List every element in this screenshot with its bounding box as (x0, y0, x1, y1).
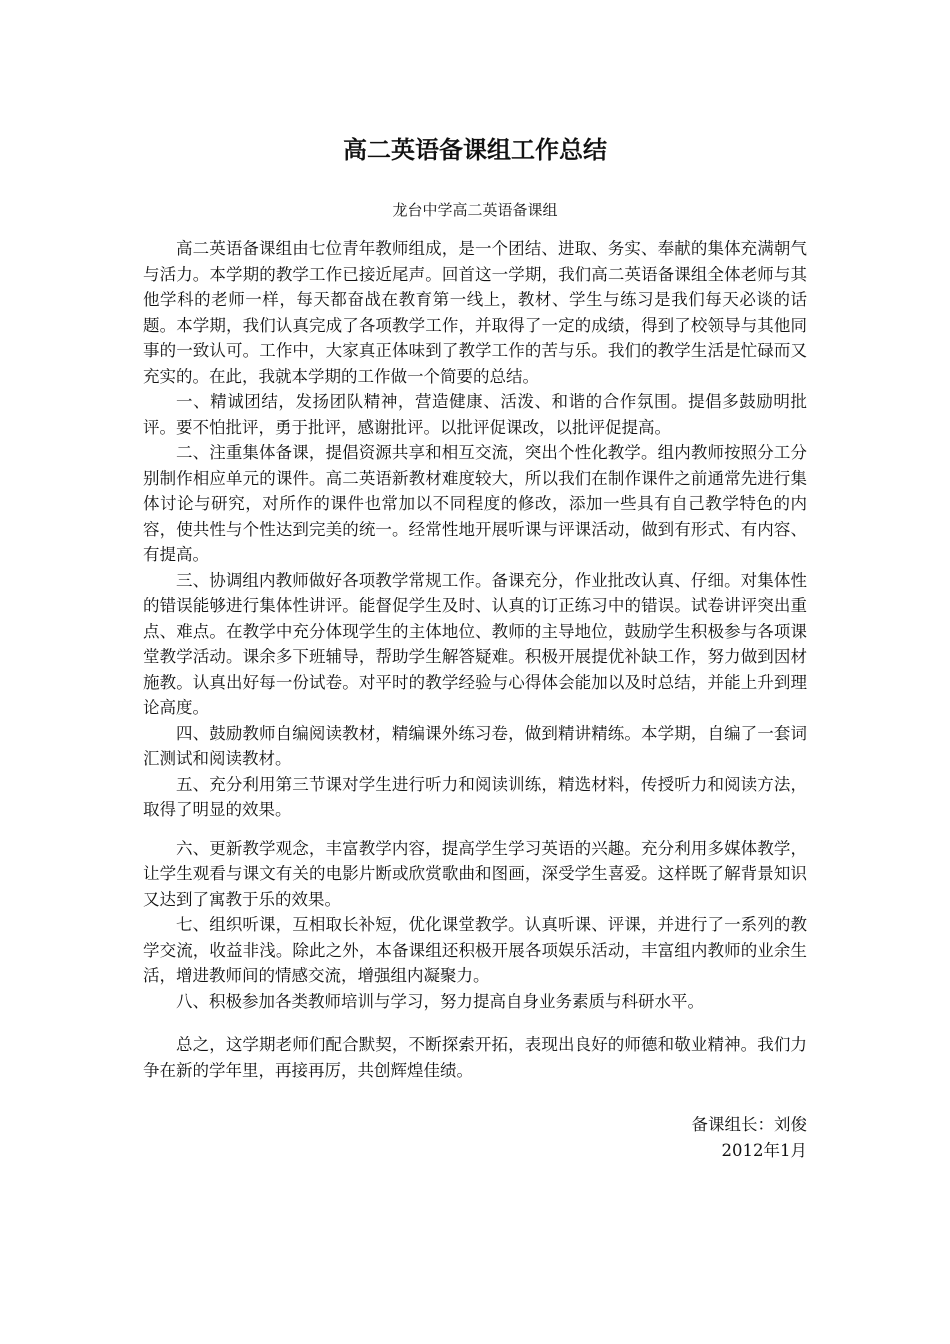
signature-block (143, 1112, 807, 1163)
document-subtitle: 龙台中学高二英语备课组 (392, 201, 558, 219)
paragraph-item-3: 三、协调组内教师做好各项教学常规工作。备课充分，作业批改认真、仔细。对集体性的错误能够进行集体性讲评。能督促学生及时、认真的订正练习中的错误。试卷讲评突出重点、难点。在教学中充分体现学生的主体地位、教师的主导地位，鼓励学生积极参与各项课堂教学活动。课余多下班辅导，帮助学生解答疑难。积极开展提优补缺工作，努力做到因材施教。认真出好每一份试卷。对平时的教学经验与心得体会能加以及时总结，并能上升到理论高度。 (143, 570, 807, 717)
signature-leader: 备课组长：刘俊 (691, 1115, 807, 1134)
paragraph-item-1: 一、精诚团结，发扬团队精神，营造健康、活泼、和谐的合作氛围。提倡多鼓励明批评。要不怕批评，勇于批评，感谢批评。以批评促课改，以批评促提高。 (143, 392, 807, 437)
document-body (143, 236, 807, 1083)
paragraph-item-7: 七、组织听课，互相取长补短，优化课堂教学。认真听课、评课，并进行了一系列的教学交流，收益非浅。除此之外，本备课组还积极开展各项娱乐活动，丰富组内教师的业余生活，增进教师间的情感交流，增强组内凝聚力。 (143, 915, 807, 985)
paragraph-item-5: 五、充分利用第三节课对学生进行听力和阅读训练，精选材料，传授听力和阅读方法，取得了明显的效果。 (143, 774, 807, 819)
paragraph-item-2: 二、注重集体备课，提倡资源共享和相互交流，突出个性化教学。组内教师按照分工分别制作相应单元的课件。高二英语新教材难度较大，所以我们在制作课件之前通常先进行集体讨论与研究，对所作的课件也常加以不同程度的修改，添加一些具有自己教学特色的内容，使共性与个性达到完美的统一。经常性地开展听课与评课活动，做到有形式、有内容、有提高。 (143, 443, 807, 564)
paragraph-item-6: 六、更新教学观念，丰富教学内容，提高学生学习英语的兴趣。充分利用多媒体教学，让学生观看与课文有关的电影片断或欣赏歌曲和图画，深受学生喜爱。这样既了解背景知识又达到了寓教于乐的效果。 (143, 838, 807, 909)
signature-date: 2012年1月 (721, 1140, 807, 1160)
paragraph-item-4: 四、鼓励教师自编阅读教材，精编课外练习卷，做到精讲精练。本学期，自编了一套词汇测试和阅读教材。 (143, 723, 807, 768)
paragraph-item-8: 八、积极参加各类教师培训与学习，努力提高自身业务素质与科研水平。 (176, 991, 704, 1011)
paragraph-conclusion: 总之，这学期老师们配合默契，不断探索开拓，表现出良好的师德和敬业精神。我们力争在新的学年里，再接再厉，共创辉煌佳绩。 (143, 1035, 807, 1080)
paragraph-intro: 高二英语备课组由七位青年教师组成，是一个团结、进取、务实、奉献的集体充满朝气与活力。本学期的教学工作已接近尾声。回首这一学期，我们高二英语备课组全体老师与其他学科的老师一样，每天都奋战在教育第一线上，教材、学生与练习是我们每天必谈的话题。本学期，我们认真完成了各项教学工作，并取得了一定的成绩，得到了校领导与其他同事的一致认可。工作中，大家真正体味到了教学工作的苦与乐。我们的教学生活是忙碌而又充实的。在此，我就本学期的工作做一个简要的总结。 (143, 239, 807, 386)
document-title: 高二英语备课组工作总结 (343, 136, 607, 164)
